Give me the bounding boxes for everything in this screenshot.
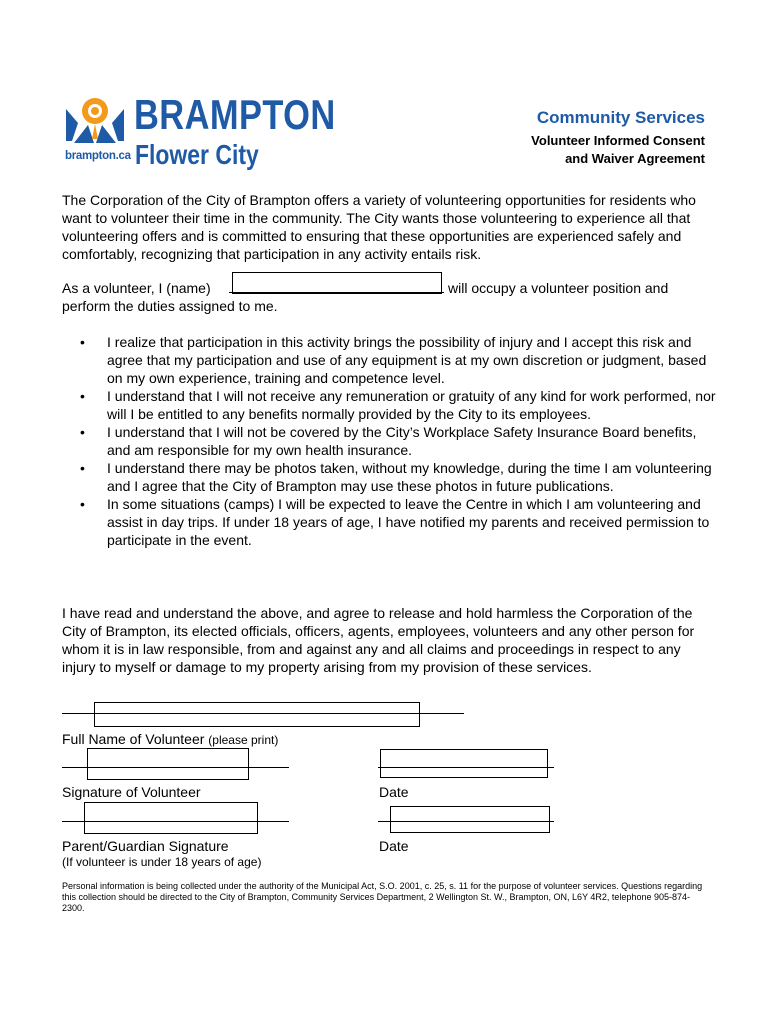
volunteer-statement-start: As a volunteer, I (name) bbox=[62, 280, 211, 296]
guardian-signature-label: Parent/Guardian Signature bbox=[62, 838, 229, 854]
volunteer-statement-end: will occupy a volunteer position and bbox=[448, 280, 669, 296]
list-item: • I understand that I will not receive any remuneration or gratuity of any kind for work performed, nor will I be entitled to any benefits normally provided by the City to its employees. bbox=[80, 388, 716, 422]
logo-name: BRAMPTON bbox=[134, 91, 336, 138]
list-item: • I realize that participation in this activity brings the possibility of injury and I accept this risk and agree that my participation and use of any equipment is at my own discretion or judgment, based on my own experience, training and competence level. bbox=[80, 334, 707, 386]
logo-url: brampton.ca bbox=[65, 150, 131, 162]
volunteer-date-field[interactable] bbox=[380, 749, 548, 778]
list-item: • In some situations (camps) I will be expected to leave the Centre in which I am volunteering and assist in day trips. If under 18 years of age, I have notified my parents and received permission to participate in the event. bbox=[80, 496, 710, 548]
date-label: Date bbox=[379, 784, 409, 800]
signature-label: Signature of Volunteer bbox=[62, 784, 201, 800]
release-paragraph: I have read and understand the above, and agree to release and hold harmless the Corporation of the City of Brampton, its elected officials, officers, agents, employees, volunteers and any other person for whom it is in law responsible, from and against any and all claims and proceedings in respect to any injury to myself or damage to my property arising from my provision of these services. bbox=[62, 605, 695, 675]
flower-city-emblem-icon bbox=[64, 95, 126, 147]
list-item: • I understand that I will not be covered by the City’s Workplace Safety Insurance Board benefits, and am responsible for my own health insurance. bbox=[80, 424, 697, 458]
brampton-logo bbox=[64, 91, 336, 170]
guardian-date-field[interactable] bbox=[390, 806, 550, 833]
terms-list bbox=[80, 333, 720, 549]
volunteer-name-field[interactable] bbox=[232, 272, 442, 294]
volunteer-statement-line-2: perform the duties assigned to me. bbox=[62, 298, 278, 314]
full-name-label: Full Name of Volunteer (please print) bbox=[62, 731, 279, 747]
department-title: Community Services bbox=[536, 108, 705, 127]
guardian-hint: (If volunteer is under 18 years of age) bbox=[62, 855, 262, 869]
intro-paragraph: The Corporation of the City of Brampton offers a variety of volunteering opportunities for residents who want to volunteer their time in the community. The City wants those volunteering to experience all that volunteering offers and is committed to ensuring that these opportunities are experienced safely and comfortably, recognizing that participation in any activity entails risk. bbox=[62, 192, 696, 262]
full-name-field[interactable] bbox=[94, 702, 420, 727]
guardian-date-label: Date bbox=[379, 838, 409, 854]
privacy-notice: Personal information is being collected under the authority of the Municipal Act, S.O. 2001, c. 25, s. 11 for the purpose of volunteer services. Questions regarding this collection should be directed to the City of Brampton, Community Services Department, 2 Wellington St. W., Brampton, ON, L6Y 4R2, telephone 905-874-2300. bbox=[62, 881, 703, 913]
volunteer-signature-field[interactable] bbox=[87, 748, 249, 780]
list-item: • I understand there may be photos taken, without my knowledge, during the time I am volunteering and I agree that the City of Brampton may use these photos in future publications. bbox=[80, 460, 712, 494]
document-title-line-1: Volunteer Informed Consent bbox=[531, 133, 705, 148]
guardian-signature-field[interactable] bbox=[84, 802, 258, 834]
logo-subtitle: Flower City bbox=[135, 139, 259, 170]
document-title-line-2: and Waiver Agreement bbox=[565, 151, 705, 166]
